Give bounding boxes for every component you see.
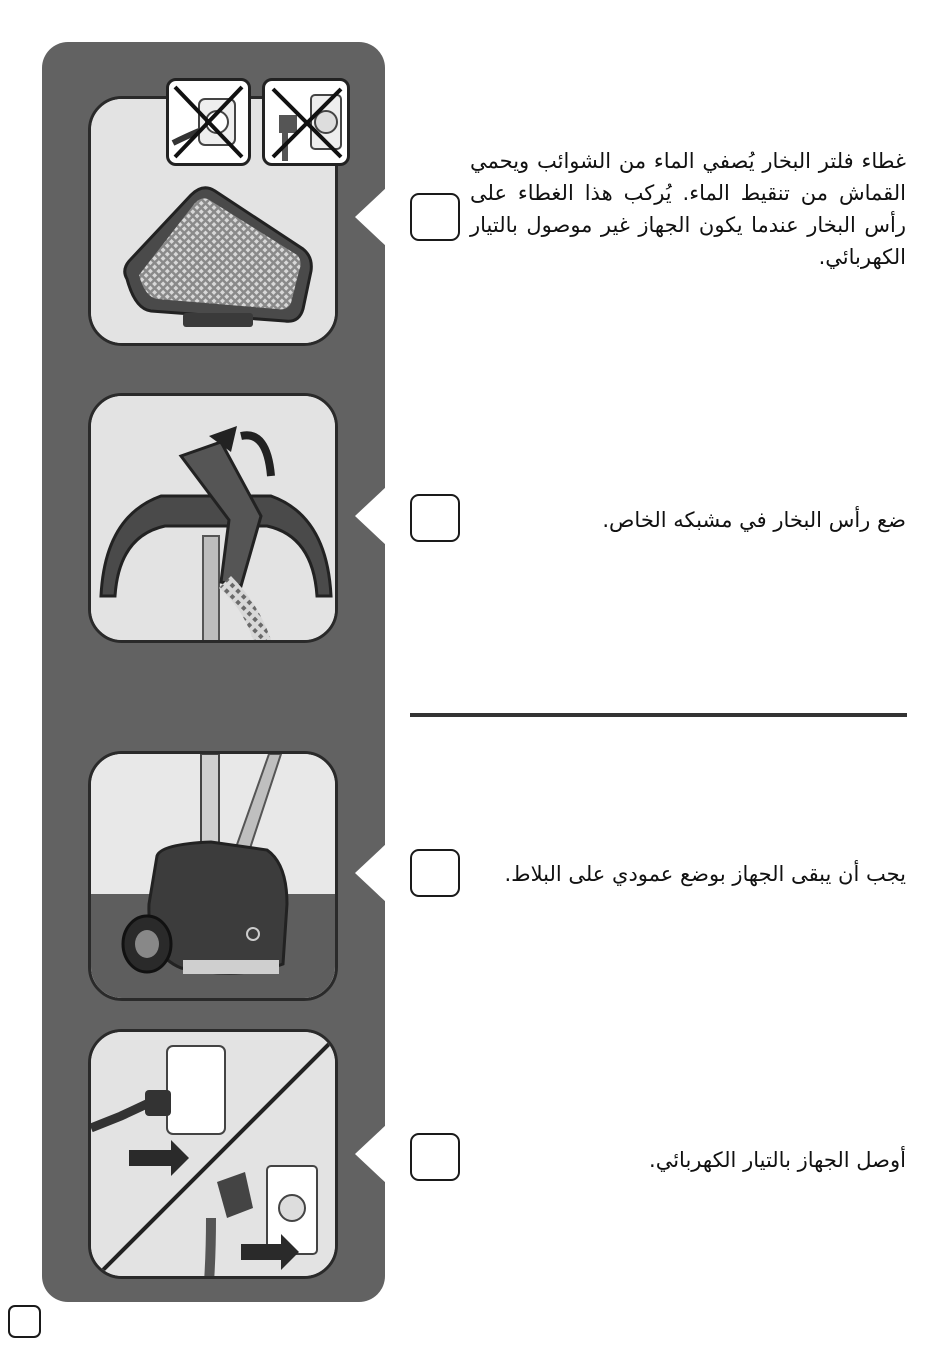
pointer-notch xyxy=(355,486,387,546)
pointer-notch xyxy=(355,843,387,903)
step-1-text: غطاء فلتر البخار يُصفي الماء من الشوائب ويحمي القماش من تنقيط الماء. يُركب هذا الغطاء على رأس البخار عندما يكون الجهاز غير موصول بالتيار الكهربائي. xyxy=(470,149,906,269)
pointer-notch xyxy=(355,187,387,247)
steamer-upright-illustration xyxy=(88,751,338,1001)
step-number-box xyxy=(410,494,460,542)
eu-plug-prohibited-icon xyxy=(262,78,350,166)
section-divider xyxy=(410,713,907,717)
step-number-box xyxy=(410,849,460,897)
step-3-text: يجب أن يبقى الجهاز بوضع عمودي على البلاط. xyxy=(504,862,906,886)
us-plug-prohibited-icon xyxy=(166,78,251,166)
page-number-box xyxy=(8,1305,41,1338)
pointer-notch xyxy=(355,1124,387,1184)
step-4-text: أوصل الجهاز بالتيار الكهربائي. xyxy=(649,1148,906,1172)
step-number-box xyxy=(410,1133,460,1181)
steam-head-holder-illustration xyxy=(88,393,338,643)
step-number-box xyxy=(410,193,460,241)
plug-in-illustration xyxy=(88,1029,338,1279)
step-2-text: ضع رأس البخار في مشبكه الخاص. xyxy=(602,508,906,532)
